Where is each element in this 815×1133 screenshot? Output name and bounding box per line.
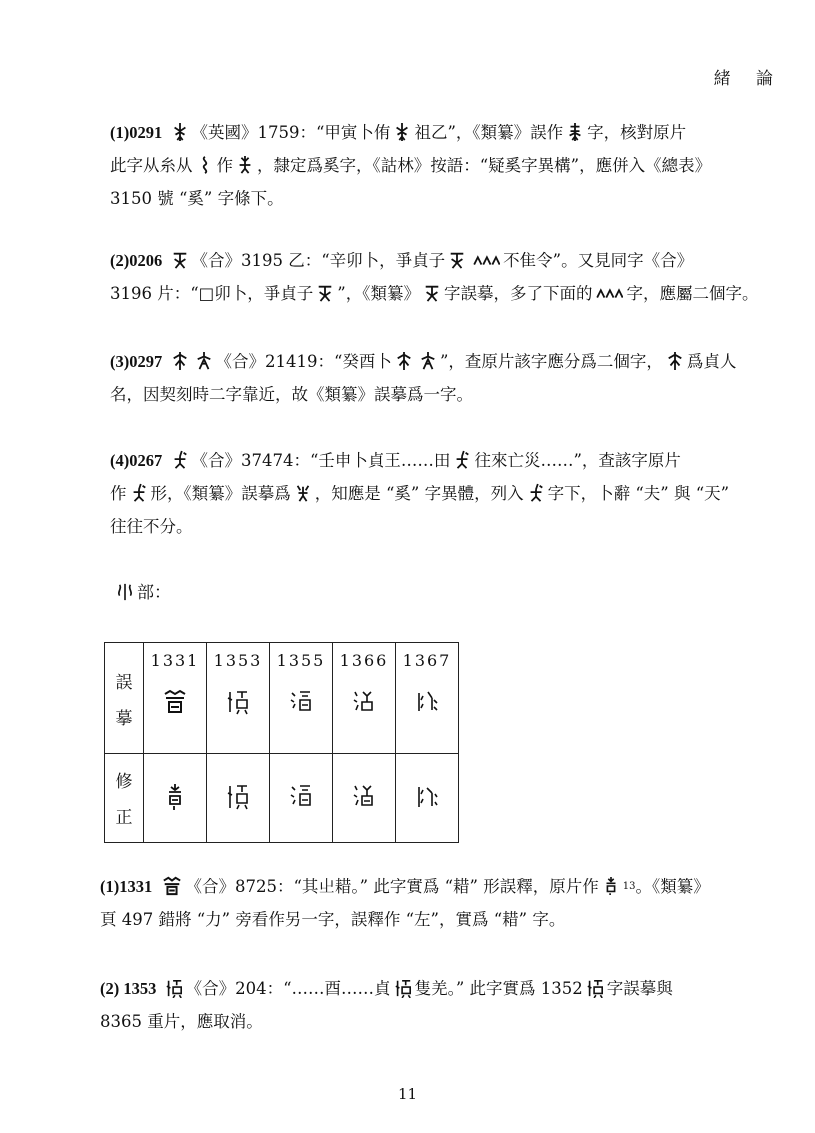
glyph-1353-corrected-icon (225, 782, 251, 812)
oracle-glyph-icon (423, 281, 441, 301)
note-1353: (2) 1353 《合》204：“……酉……貞 隻羌。” 此字實爲 1352 字誤摹與 8365 重片，應取消。 (100, 972, 800, 1038)
entry-number: (3)0297 (110, 352, 163, 371)
triple-mark-icon (472, 248, 500, 268)
glyph-1331-erroneous-icon (162, 688, 188, 716)
oracle-glyph-icon (419, 349, 437, 369)
oracle-glyph-icon (602, 874, 620, 894)
table-cell: 1353 (207, 643, 270, 754)
oracle-glyph-icon (395, 349, 413, 369)
entry-number: (2)0206 (110, 251, 163, 270)
oracle-glyph-icon (393, 120, 411, 140)
oracle-glyph-icon (316, 281, 334, 301)
entry-number: (4)0267 (110, 451, 163, 470)
table-cell: 1355 (270, 643, 333, 754)
oracle-glyph-icon (586, 976, 604, 996)
table-cell (396, 754, 459, 843)
entry-number: (1)1331 (100, 877, 153, 896)
oracle-glyph-icon (161, 874, 183, 894)
glyph-1366-erroneous-icon (351, 688, 377, 716)
row-label-corrected: 修正 (105, 754, 144, 843)
table-cell: 1366 (333, 643, 396, 754)
glyph-1367-corrected-icon (414, 782, 440, 812)
section-heading: 部： (113, 578, 171, 603)
table-cell (207, 754, 270, 843)
oracle-glyph-icon (165, 976, 183, 996)
glyph-1355-corrected-icon (288, 782, 314, 812)
page-number: 11 (397, 1085, 418, 1103)
oracle-glyph-icon (195, 349, 213, 369)
running-header: 緒 論 (713, 69, 783, 89)
table-cell (333, 754, 396, 843)
glyph-1353-erroneous-icon (225, 688, 251, 716)
character-comparison-table (104, 642, 459, 843)
row-label-erroneous: 誤摹 (105, 643, 144, 754)
oracle-glyph-icon (566, 120, 584, 140)
oracle-glyph-icon (453, 448, 471, 468)
note-1331: (1)1331 《合》8725：“其𡳿耤。” 此字實爲 “耤” 形誤釋，原片作 $^{13}$。《類纂》 頁 497 錯將 “力” 旁看作另一字，誤釋作 “左”，實爲 “耤” 字。 (100, 870, 800, 936)
entry-number: (1)0291 (110, 123, 163, 142)
table-cell: 1331 (144, 643, 207, 754)
oracle-glyph-icon (171, 349, 189, 369)
oracle-glyph-icon (171, 248, 189, 268)
table-cell (270, 754, 333, 843)
table-cell (144, 754, 207, 843)
oracle-glyph-icon (448, 248, 466, 268)
paragraph-0267: (4)0267 《合》37474：“壬申卜貞王……田 往來亡災……”，查該字原片 作 形，《類纂》誤摹爲 ，知應是 “奚” 字異體，列入 字下，卜辭 “夫” 與 “天” 往往不分。 (110, 444, 800, 543)
oracle-glyph-icon (236, 153, 254, 173)
glyph-1355-erroneous-icon (288, 688, 314, 716)
oracle-glyph-icon (527, 481, 545, 501)
glyph-1366-corrected-icon (351, 782, 377, 812)
paragraph-0297: (3)0297 《合》21419：“癸酉卜 ”，查原片該字應分爲二個字， 爲貞人 名，因契刻時二字靠近，故《類纂》誤摹爲一字。 (110, 345, 800, 411)
table-cell: 1367 (396, 643, 459, 754)
table-row-erroneous (105, 643, 459, 754)
paragraph-0291: (1)0291 《英國》1759：“甲寅卜侑 祖乙”，《類纂》誤作 字，核對原片 此字从糸从 作 ，隸定爲奚字，《詁林》按語：“疑奚字異構”，應併入《總表》 3150 號 “奚” 字條下。 (110, 116, 800, 215)
table-row-corrected (105, 754, 459, 843)
oracle-glyph-icon (171, 448, 189, 468)
oracle-glyph-icon (130, 481, 148, 501)
glyph-1331-corrected-icon (162, 782, 188, 812)
oracle-glyph-icon (666, 349, 684, 369)
oracle-glyph-icon (394, 976, 412, 996)
entry-number: (2) 1353 (100, 979, 157, 998)
oracle-glyph-icon (171, 120, 189, 140)
triple-mark-icon (595, 281, 623, 301)
silk-radical-icon (196, 153, 214, 173)
water-radical-icon (116, 582, 134, 602)
glyph-1367-erroneous-icon (414, 688, 440, 716)
paragraph-0206: (2)0206 《合》3195 乙：“辛卯卜，爭貞子 不隹令”。又見同字《合》 3196 片：“□卯卜，爭貞子 ”，《類纂》 字誤摹，多了下面的 字，應屬二個字。 (110, 244, 800, 310)
oracle-glyph-icon (294, 481, 312, 501)
